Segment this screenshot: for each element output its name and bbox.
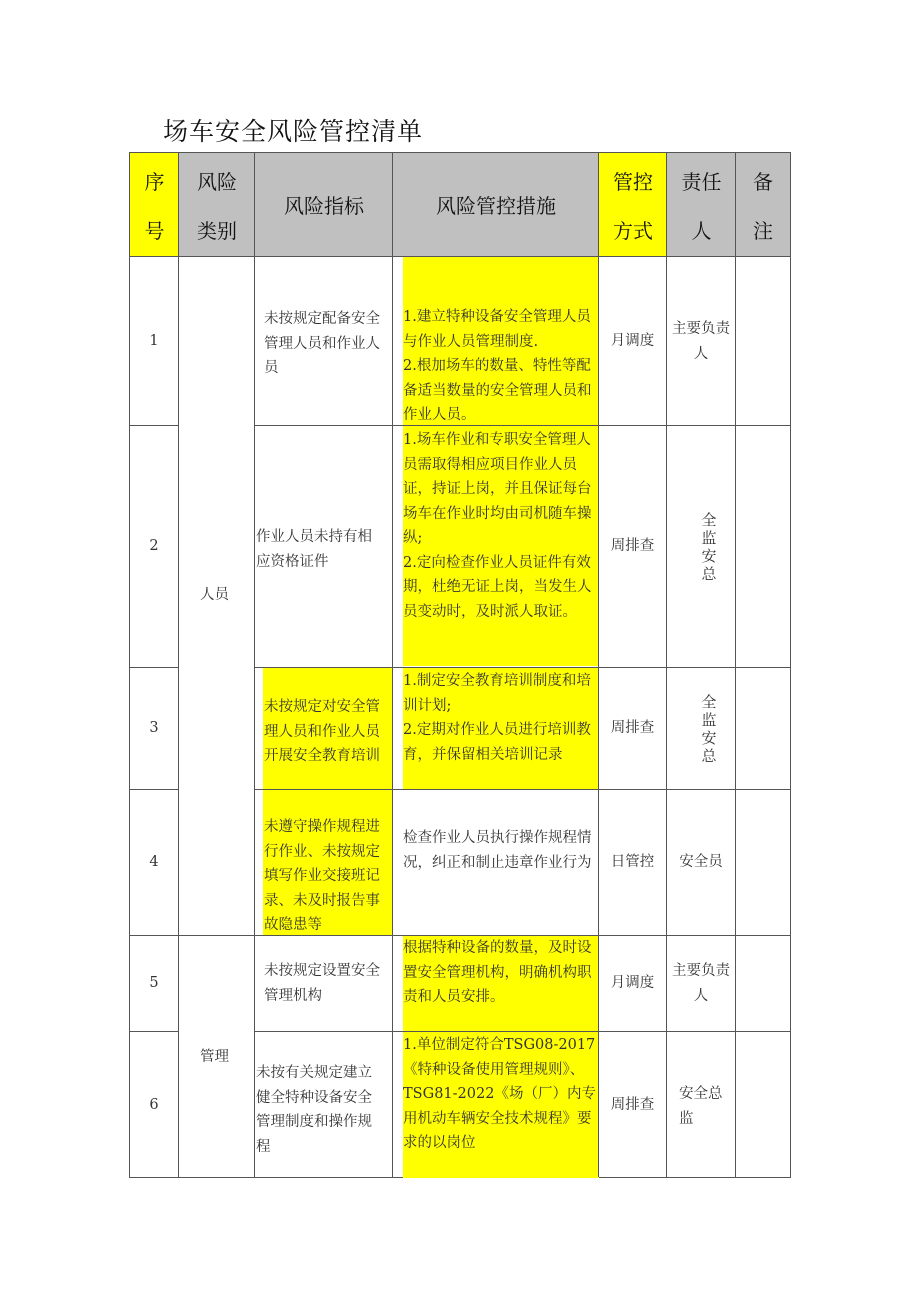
row-no-2: 2 xyxy=(149,538,159,555)
header-note: 备 注 xyxy=(736,153,790,256)
header-measures: 风险管控措施 xyxy=(393,153,599,256)
row-note-3 xyxy=(736,668,790,789)
header-mode: 管控 方式 xyxy=(599,153,667,256)
header-indicator: 风险指标 xyxy=(255,153,393,256)
row-mode-1: 月调度 xyxy=(610,332,655,349)
col-divider xyxy=(178,153,179,1177)
row-no-5: 5 xyxy=(149,975,159,992)
row-divider xyxy=(254,1031,790,1032)
row-mode-6: 周排查 xyxy=(610,1096,655,1113)
header-no: 序 号 xyxy=(130,153,179,256)
row-owner-4: 安全员 xyxy=(679,854,723,871)
row-measures-4: 检查作业人员执行操作规程情况，纠正和制止违章作业行为 xyxy=(403,830,592,871)
row-indicator-1: 未按规定配备安全管理人员和作业人员 xyxy=(264,311,380,376)
header-category: 风险 类别 xyxy=(179,153,255,256)
row-note-2 xyxy=(736,426,790,667)
row-owner-6: 安全总监 xyxy=(679,1086,723,1127)
row-owner-1: 主要负责人 xyxy=(672,321,730,362)
row-owner-5: 主要负责人 xyxy=(672,963,730,1004)
row-mode-5: 月调度 xyxy=(610,975,655,992)
row-indicator-3: 未按规定对安全管理人员和作业人员开展安全教育培训 xyxy=(264,699,380,764)
row-note-5 xyxy=(736,936,790,1031)
category-management: 管理 xyxy=(200,1049,229,1065)
row-mode-2: 周排查 xyxy=(610,538,655,555)
row-no-6: 6 xyxy=(149,1096,159,1113)
row-no-4: 4 xyxy=(149,854,159,871)
row-owner-2: 全监安总 xyxy=(701,510,717,583)
risk-control-table xyxy=(129,152,791,1178)
col-divider xyxy=(392,153,393,1177)
row-indicator-4: 未遵守操作规程进行作业、未按规定填写作业交接班记录、未及时报告事故隐患等 xyxy=(264,819,380,933)
header-owner: 责任 人 xyxy=(667,153,736,256)
col-divider xyxy=(254,153,255,1177)
row-measures-3: 1.制定安全教育培训制度和培训计划; 2.定期对作业人员进行培训教育，并保留相关培训记录 xyxy=(403,673,591,763)
category-personnel: 人员 xyxy=(200,587,229,603)
row-note-1 xyxy=(736,257,790,425)
row-note-4 xyxy=(736,790,790,935)
row-note-6 xyxy=(736,1032,790,1178)
row-no-1: 1 xyxy=(149,332,159,349)
row-no-3: 3 xyxy=(149,720,159,737)
row-indicator-6: 未按有关规定建立健全特种设备安全管理制度和操作规程 xyxy=(256,1065,372,1155)
row-owner-3: 全监安总 xyxy=(701,692,717,765)
row-measures-6: 1.单位制定符合TSG08-2017《特种设备使用管理规则》、TSG81-2022《场（厂）内专用机动车辆安全技术规程》要求的以岗位 xyxy=(403,1037,596,1151)
row-measures-1: 1.建立特种设备安全管理人员与作业人员管理制度. 2.根加场车的数量、特性等配备适当数量的安全管理人员和作业人员。 xyxy=(403,309,592,423)
row-mode-3: 周排查 xyxy=(610,720,655,737)
row-measures-5: 根据特种设备的数量，及时设置安全管理机构，明确机构职责和人员安排。 xyxy=(403,940,592,1005)
row-indicator-5: 未按规定设置安全管理机构 xyxy=(264,963,380,1004)
row-mode-4: 日管控 xyxy=(610,854,655,871)
page-title: 场车安全风险管控清单 xyxy=(163,117,424,146)
row-measures-2: 1.场车作业和专职安全管理人员需取得相应项目作业人员证，持证上岗，并且保证每台场车在作业时均由司机随车操纵; 2.定向检查作业人员证件有效期，杜绝无证上岗，当发生人员变动时，及时派人取证。 xyxy=(403,432,592,620)
row-indicator-2: 作业人员未持有相应资格证件 xyxy=(256,529,372,570)
